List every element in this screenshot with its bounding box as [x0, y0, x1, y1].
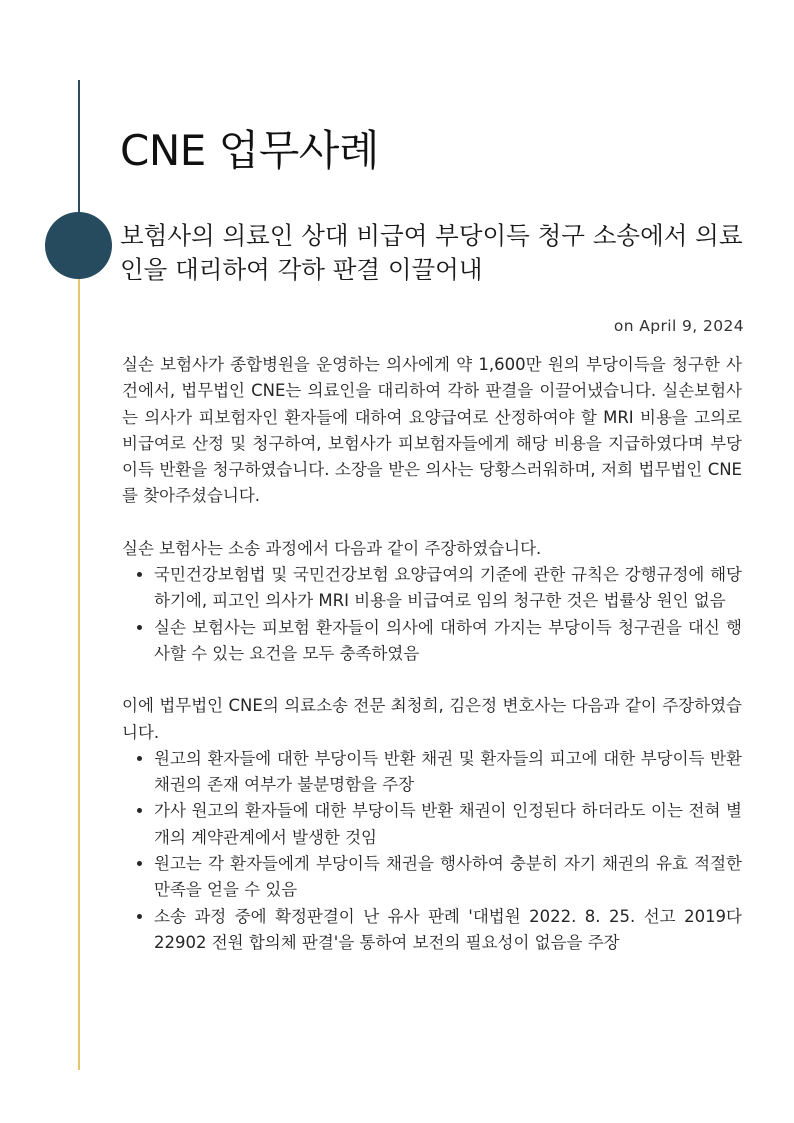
paragraph-spacer [122, 667, 742, 693]
list-item: • 실손 보험사는 피보험 환자들이 의사에 대하여 가지는 부당이득 청구권을 대신 행사할 수 있는 요건을 모두 충족하였음 [154, 615, 742, 668]
publish-date: on April 9, 2024 [613, 317, 744, 335]
article-subtitle: 보험사의 의료인 상대 비급여 부당이득 청구 소송에서 의료인을 대리하여 각하 판결 이끌어내 [120, 221, 743, 284]
list-item: • 국민건강보험법 및 국민건강보험 요양급여의 기준에 관한 규칙은 강행규정에 해당하기에, 피고인 의사가 MRI 비용을 비급여로 임의 청구한 것은 법률상 원인 없음 [154, 562, 742, 615]
intro-paragraph: 실손 보험사가 종합병원을 운영하는 의사에게 약 1,600만 원의 부당이득을 청구한 사건에서, 법무법인 CNE는 의료인을 대리하여 각하 판결을 이끌어냈습니다. 실손보험사는 의사가 피보험자인 환자들에 대하여 요양급여로 산정하여야 할 MRI 비용을 고의로 비급여로 산정 및 청구하여, 보험사가 피보험자들에게 해당 비용을 지급하였다며 부당이득 반환을 청구하였습니다. 소장을 받은 의사는 당황스러워하며, 저희 법무법인 CNE를 찾아주셨습니다. [122, 355, 742, 506]
list-item: • 원고는 각 환자들에게 부당이득 채권을 행사하여 충분히 자기 채권의 유효 적절한 만족을 얻을 수 있음 [154, 851, 742, 904]
cne-claims-list [122, 746, 742, 956]
decorative-line-bottom [78, 275, 80, 1070]
decorative-line-top [78, 80, 80, 215]
article-body [122, 352, 742, 956]
decorative-circle [45, 212, 112, 279]
paragraph-spacer [122, 510, 742, 536]
list-item: • 원고의 환자들에 대한 부당이득 반환 채권 및 환자들의 피고에 대한 부당이득 반환 채권의 존재 여부가 불분명함을 주장 [154, 746, 742, 799]
insurer-claims-list [122, 562, 742, 667]
list-item: • 소송 과정 중에 확정판결이 난 유사 판례 '대법원 2022. 8. 25. 선고 2019다22902 전원 합의체 판결'을 통하여 보전의 필요성이 없음을 주장 [154, 904, 742, 957]
insurer-claims-heading: 실손 보험사는 소송 과정에서 다음과 같이 주장하였습니다. [122, 538, 542, 558]
cne-claims-heading: 이에 법무법인 CNE의 의료소송 전문 최청희, 김은정 변호사는 다음과 같이 주장하였습니다. [122, 696, 742, 742]
list-item: • 가사 원고의 환자들에 대한 부당이득 반환 채권이 인정된다 하더라도 이는 전혀 별개의 계약관계에서 발생한 것임 [154, 798, 742, 851]
page-title: CNE 업무사례 [120, 126, 379, 175]
